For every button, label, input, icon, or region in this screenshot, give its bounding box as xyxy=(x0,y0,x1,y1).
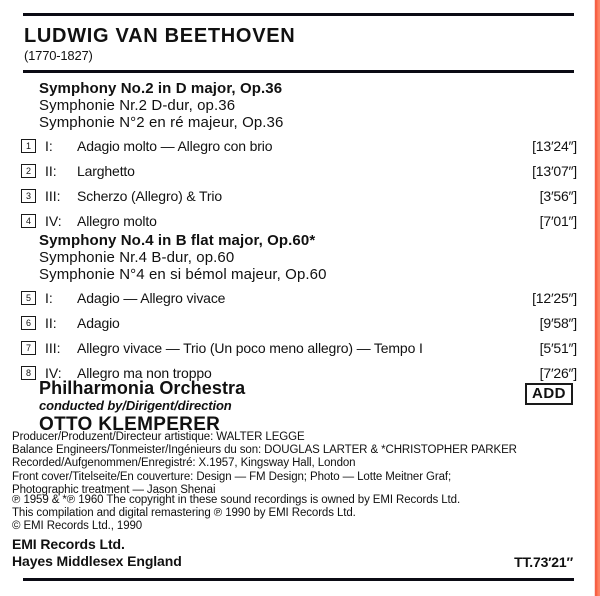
composer-dates: (1770-1827) xyxy=(24,48,93,63)
copyright-line-compilation: © EMI Records Ltd., 1990 xyxy=(12,520,143,533)
conducted-by-label: conducted by/Dirigent/direction xyxy=(39,398,232,413)
orchestra-name: Philharmonia Orchestra xyxy=(39,378,246,398)
track-duration: [12′25″] xyxy=(532,289,577,306)
label-address: Hayes Middlesex England xyxy=(12,553,182,569)
track-duration: [7′26″] xyxy=(539,364,577,381)
track-roman: II: xyxy=(45,162,57,179)
track-duration: [13′07″] xyxy=(532,162,577,179)
track-movement: Adagio — Allegro vivace xyxy=(77,289,226,306)
track-row[interactable] xyxy=(21,285,577,310)
track-list-2 xyxy=(21,285,577,385)
copyright-block xyxy=(12,494,460,534)
copyright-line-phonogram: ℗ 1959 & *℗ 1960 The copyright in these sound recordings is owned by EMI Records Ltd. xyxy=(12,494,461,506)
track-duration: [5′51″] xyxy=(539,339,577,356)
work-title-fr-1: Symphonie N°2 en ré majeur, Op.36 xyxy=(39,114,284,131)
track-list-1 xyxy=(21,133,577,233)
track-movement: Allegro ma non troppo xyxy=(77,364,212,381)
track-number-badge: 3 xyxy=(21,189,36,203)
track-row[interactable] xyxy=(21,183,577,208)
rule-bottom xyxy=(23,578,574,581)
performers-block xyxy=(39,378,245,435)
track-roman: I: xyxy=(45,289,53,306)
rule-under-composer xyxy=(23,70,574,73)
credit-producer: Producer/Produzent/Directeur artistique: WALTER LEGGE xyxy=(12,431,305,443)
track-row[interactable] xyxy=(21,310,577,335)
track-number-badge: 8 xyxy=(21,366,36,380)
track-duration: [7′01″] xyxy=(539,212,577,229)
track-roman: II: xyxy=(45,314,57,331)
track-row[interactable] xyxy=(21,335,577,360)
track-movement: Adagio xyxy=(77,314,120,331)
credits-block xyxy=(12,431,517,497)
credit-front-cover: Front cover/Titelseite/En couverture: Design — FM Design; Photo — Lotte Meitner Graf; xyxy=(12,470,452,483)
track-number-badge: 4 xyxy=(21,214,36,228)
track-roman: III: xyxy=(45,187,61,204)
track-movement: Adagio molto — Allegro con brio xyxy=(77,137,273,154)
track-number-badge: 6 xyxy=(21,316,36,330)
rule-top xyxy=(23,13,574,16)
track-movement: Larghetto xyxy=(77,162,135,179)
track-number-badge: 7 xyxy=(21,341,36,355)
track-duration: [13′24″] xyxy=(532,137,577,154)
copyright-line-remaster: This compilation and digital remastering ℗ 1990 by EMI Records Ltd. xyxy=(12,507,356,520)
conductor-name: OTTO KLEMPERER xyxy=(39,414,221,435)
track-row[interactable] xyxy=(21,158,577,183)
track-roman: III: xyxy=(45,339,61,356)
track-number-badge: 5 xyxy=(21,291,36,305)
track-number-badge: 1 xyxy=(21,139,36,153)
track-movement: Allegro vivace — Trio (Un poco meno allegro) — Tempo I xyxy=(77,339,423,356)
track-roman: IV: xyxy=(45,364,62,381)
track-row[interactable] xyxy=(21,133,577,158)
composer-name: LUDWIG VAN BEETHOVEN xyxy=(24,25,296,47)
work-title-block-2 xyxy=(39,232,327,283)
add-badge: ADD xyxy=(525,383,573,405)
work-title-en-2: Symphony No.4 in B flat major, Op.60* xyxy=(39,232,316,249)
credit-recorded: Recorded/Aufgenommen/Enregistré: X.1957, Kingsway Hall, London xyxy=(12,457,356,470)
track-row[interactable] xyxy=(21,208,577,233)
track-movement: Allegro molto xyxy=(77,212,157,229)
work-title-block-1 xyxy=(39,80,283,131)
work-title-de-1: Symphonie Nr.2 D-dur, op.36 xyxy=(39,97,236,114)
track-duration: [9′58″] xyxy=(539,314,577,331)
track-number-badge: 2 xyxy=(21,164,36,178)
work-title-fr-2: Symphonie N°4 en si bémol majeur, Op.60 xyxy=(39,266,327,283)
label-block xyxy=(12,536,182,570)
track-duration: [3′56″] xyxy=(539,187,577,204)
work-title-de-2: Symphonie Nr.4 B-dur, op.60 xyxy=(39,249,235,266)
credit-photo-treatment: Photographic treatment — Jason Shenai xyxy=(12,483,216,496)
track-movement: Scherzo (Allegro) & Trio xyxy=(77,187,223,204)
track-roman: IV: xyxy=(45,212,62,229)
label-name: EMI Records Ltd. xyxy=(12,536,125,552)
total-time: TT.73′21″ xyxy=(514,554,573,570)
track-roman: I: xyxy=(45,137,53,154)
work-title-en-1: Symphony No.2 in D major, Op.36 xyxy=(39,80,283,97)
credit-balance-engineers: Balance Engineers/Tonmeister/Ingénieurs du son: DOUGLAS LARTER & *CHRISTOPHER PARKER xyxy=(12,444,517,457)
